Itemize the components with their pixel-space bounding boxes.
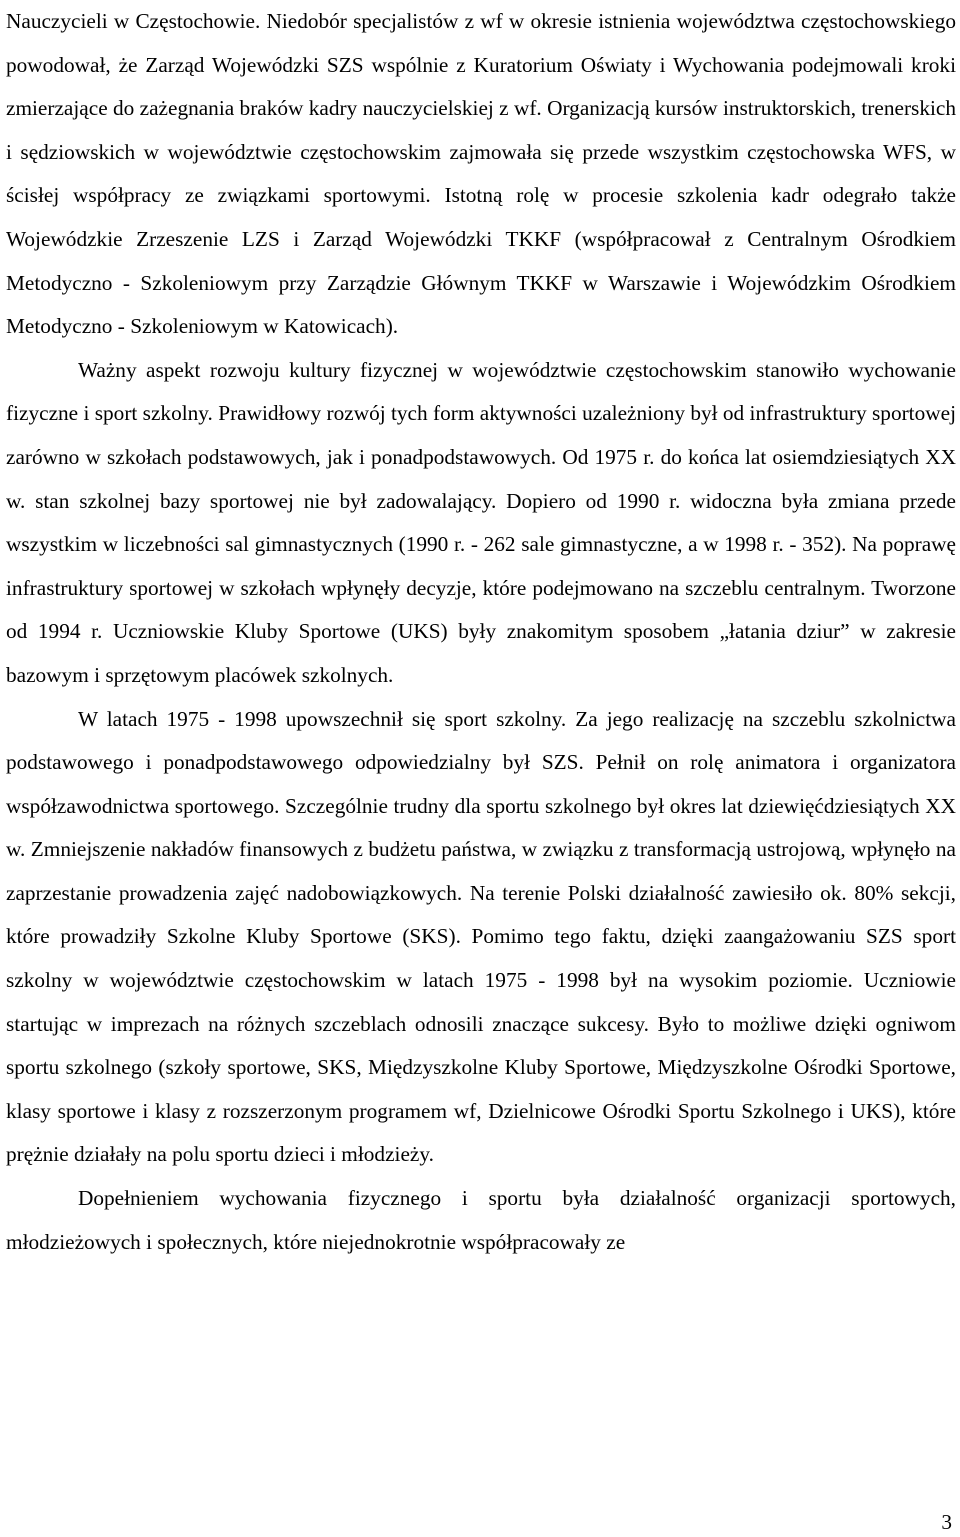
paragraph-4: Dopełnieniem wychowania fizycznego i sportu była działalność organizacji sportowych, młodzieżowych i społecznych, które niejednokrotnie współpracowały ze bbox=[6, 1186, 956, 1254]
page-number: 3 bbox=[941, 1510, 952, 1534]
paragraph-2: Ważny aspekt rozwoju kultury fizycznej w województwie częstochowskim stanowiło wychowanie fizyczne i sport szkolny. Prawidłowy rozwój tych form aktywności uzależniony był od infrastruktury sportowej zarówno w szkołach podstawowych, jak i ponadpodstawowych. Od 1975 r. do końca lat osiemdziesiątych XX w. stan szkolnej bazy sportowej nie był zadowalający. Dopiero od 1990 r. widoczna była zmiana przede wszystkim w liczebności sal gimnastycznych (1990 r. - 262 sale gimnastyczne, a w 1998 r. - 352). Na poprawę infrastruktury sportowej w szkołach wpłynęły decyzje, które podejmowano na szczeblu centralnym. Tworzone od 1994 r. Uczniowskie Kluby Sportowe (UKS) były znakomitym sposobem „łatania dziur” w zakresie bazowym i sprzętowym placówek szkolnych. bbox=[6, 357, 956, 687]
document-page bbox=[6, 0, 956, 1264]
paragraph-1: Nauczycieli w Częstochowie. Niedobór specjalistów z wf w okresie istnienia województwa częstochowskiego powodował, że Zarząd Wojewódzki SZS wspólnie z Kuratorium Oświaty i Wychowania podejmowali kroki zmierzające do zażegnania braków kadry nauczycielskiej z wf. Organizacją kursów instruktorskich, trenerskich i sędziowskich w województwie częstochowskim zajmowała się przede wszystkim częstochowska WFS, w ścisłej współpracy ze związkami sportowymi. Istotną rolę w procesie szkolenia kadr odegrało także Wojewódzkie Zrzeszenie LZS i Zarząd Wojewódzki TKKF (współpracował z Centralnym Ośrodkiem Metodyczno - Szkoleniowym przy Zarządzie Głównym TKKF w Warszawie i Wojewódzkim Ośrodkiem Metodyczno - Szkoleniowym w Katowicach). bbox=[6, 9, 956, 339]
paragraph-3: W latach 1975 - 1998 upowszechnił się sport szkolny. Za jego realizację na szczeblu szkolnictwa podstawowego i ponadpodstawowego odpowiedzialny był SZS. Pełnił on rolę animatora i organizatora współzawodnictwa sportowego. Szczególnie trudny dla sportu szkolnego był okres lat dziewięćdziesiątych XX w. Zmniejszenie nakładów finansowych z budżetu państwa, w związku z transformacją ustrojową, wpłynęło na zaprzestanie prowadzenia zajęć nadobowiązkowych. Na terenie Polski działalność zawiesiło ok. 80% sekcji, które prowadziły Szkolne Kluby Sportowe (SKS). Pomimo tego faktu, dzięki zaangażowaniu SZS sport szkolny w województwie częstochowskim w latach 1975 - 1998 był na wysokim poziomie. Uczniowie startując w imprezach na różnych szczeblach odnosili znaczące sukcesy. Było to możliwe dzięki ogniwom sportu szkolnego (szkoły sportowe, SKS, Międzyszkolne Kluby Sportowe, Międzyszkolne Ośrodki Sportowe, klasy sportowe i klasy z rozszerzonym programem wf, Dzielnicowe Ośrodki Sportu Szkolnego i UKS), które prężnie działały na polu sportu dzieci i młodzieży. bbox=[6, 706, 956, 1167]
